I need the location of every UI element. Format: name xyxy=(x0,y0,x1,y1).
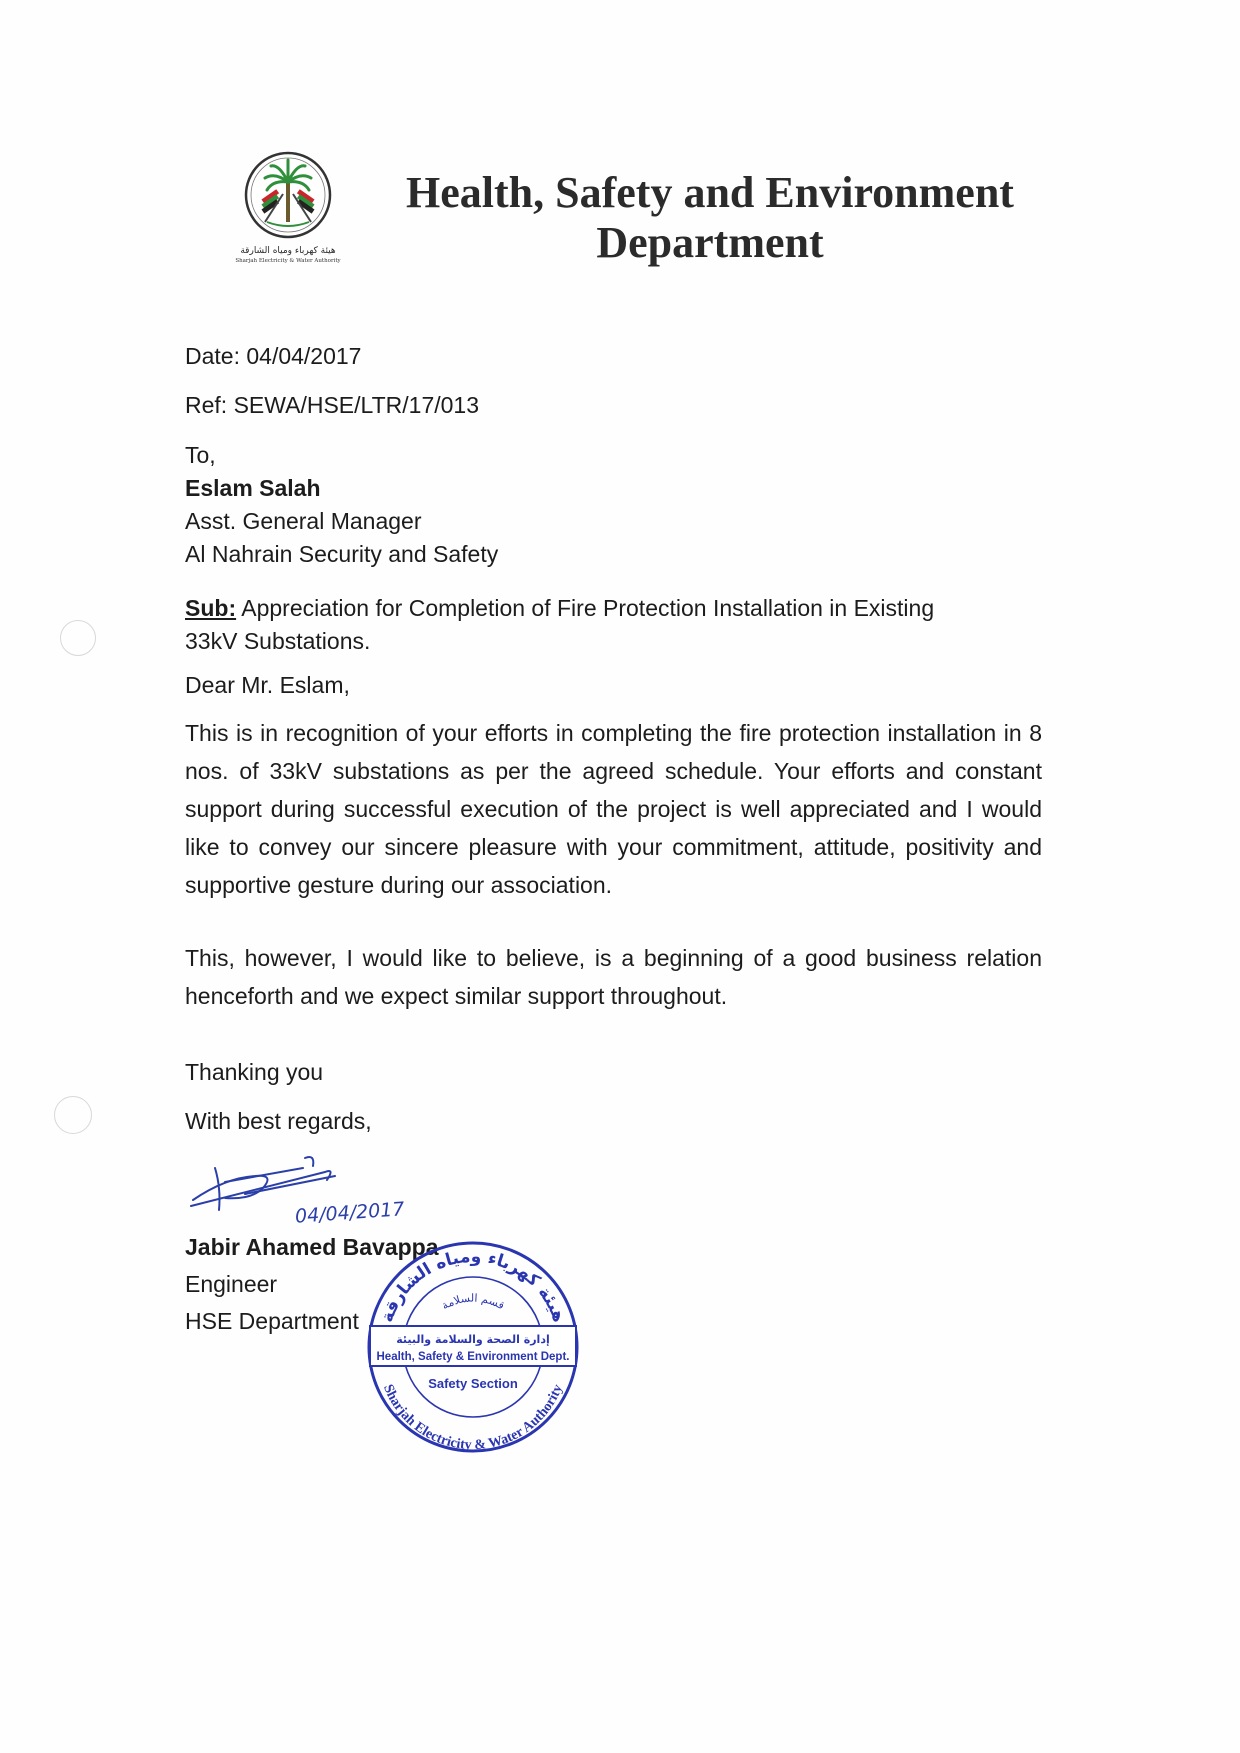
sewa-logo xyxy=(218,150,358,265)
svg-text:قسم السلامة xyxy=(439,1291,506,1312)
subject-line xyxy=(185,594,934,622)
signer-title: Engineer xyxy=(185,1271,278,1297)
handwritten-date: 04/04/2017 xyxy=(294,1198,406,1228)
department-title-line1: Health, Safety and Environment xyxy=(406,168,1014,217)
subject-label: Sub: xyxy=(185,595,237,621)
department-title xyxy=(380,168,1040,268)
department-title-line2: Department xyxy=(596,218,824,267)
stamp-arabic-section: قسم السلامة xyxy=(439,1291,507,1313)
signer-name: Jabir Ahamed Bavappa xyxy=(185,1234,439,1260)
signer-department: HSE Department xyxy=(185,1308,359,1334)
to-label: To, xyxy=(185,442,216,468)
letter-reference: Ref: SEWA/HSE/LTR/17/013 xyxy=(185,392,480,418)
subject-text-continued: 33kV Substations. xyxy=(185,628,371,654)
recipient-name: Eslam Salah xyxy=(185,475,321,501)
stamp-english-department: Health, Safety & Environment Dept. xyxy=(376,1351,570,1363)
stamp-arabic-department: إدارة الصحة والسلامة والبيئة xyxy=(396,1333,550,1346)
recipient-title: Asst. General Manager xyxy=(185,508,422,534)
letter-date: Date: 04/04/2017 xyxy=(185,343,362,369)
subject-text: Appreciation for Completion of Fire Protection Installation in Existing xyxy=(236,595,935,621)
closing-regards: With best regards, xyxy=(185,1108,372,1134)
logo-arabic-name: هيئة كهرباء ومياه الشارقة xyxy=(240,246,336,256)
sewa-emblem-icon xyxy=(243,150,333,240)
recipient-company: Al Nahrain Security and Safety xyxy=(185,541,499,567)
closing-thanks: Thanking you xyxy=(185,1059,324,1085)
body-paragraph-1: This is in recognition of your efforts in completing the fire protection installation in 8 nos. of 33kV substations as per the agreed schedule. Your efforts and constant support during successful execution of the project is well appreciated and I would like to convey our sincere pleasure with your commitment, attitude, positivity and supportive gesture during our association. xyxy=(185,720,1042,898)
stamp-safety-section: Safety Section xyxy=(428,1376,518,1391)
logo-english-name: Sharjah Electricity & Water Authority xyxy=(235,258,341,264)
body-paragraph-2: This, however, I would like to believe, is a beginning of a good business relation henceforth and we expect similar support throughout. xyxy=(185,945,1042,1009)
handwritten-signature xyxy=(185,1148,445,1233)
stamp-arabic-authority: هيئة كهرباء ومياه الشارقة xyxy=(377,1246,569,1325)
scan-speck xyxy=(60,620,96,656)
scan-speck xyxy=(54,1096,92,1134)
svg-text:Sharjah Electricity & Water Au xyxy=(380,1382,566,1453)
salutation: Dear Mr. Eslam, xyxy=(185,672,350,698)
svg-text:هيئة كهرباء ومياه الشارقة xyxy=(377,1247,569,1325)
stamp-english-authority: Sharjah Electricity & Water Authority xyxy=(380,1382,566,1454)
hse-official-stamp xyxy=(362,1236,584,1463)
